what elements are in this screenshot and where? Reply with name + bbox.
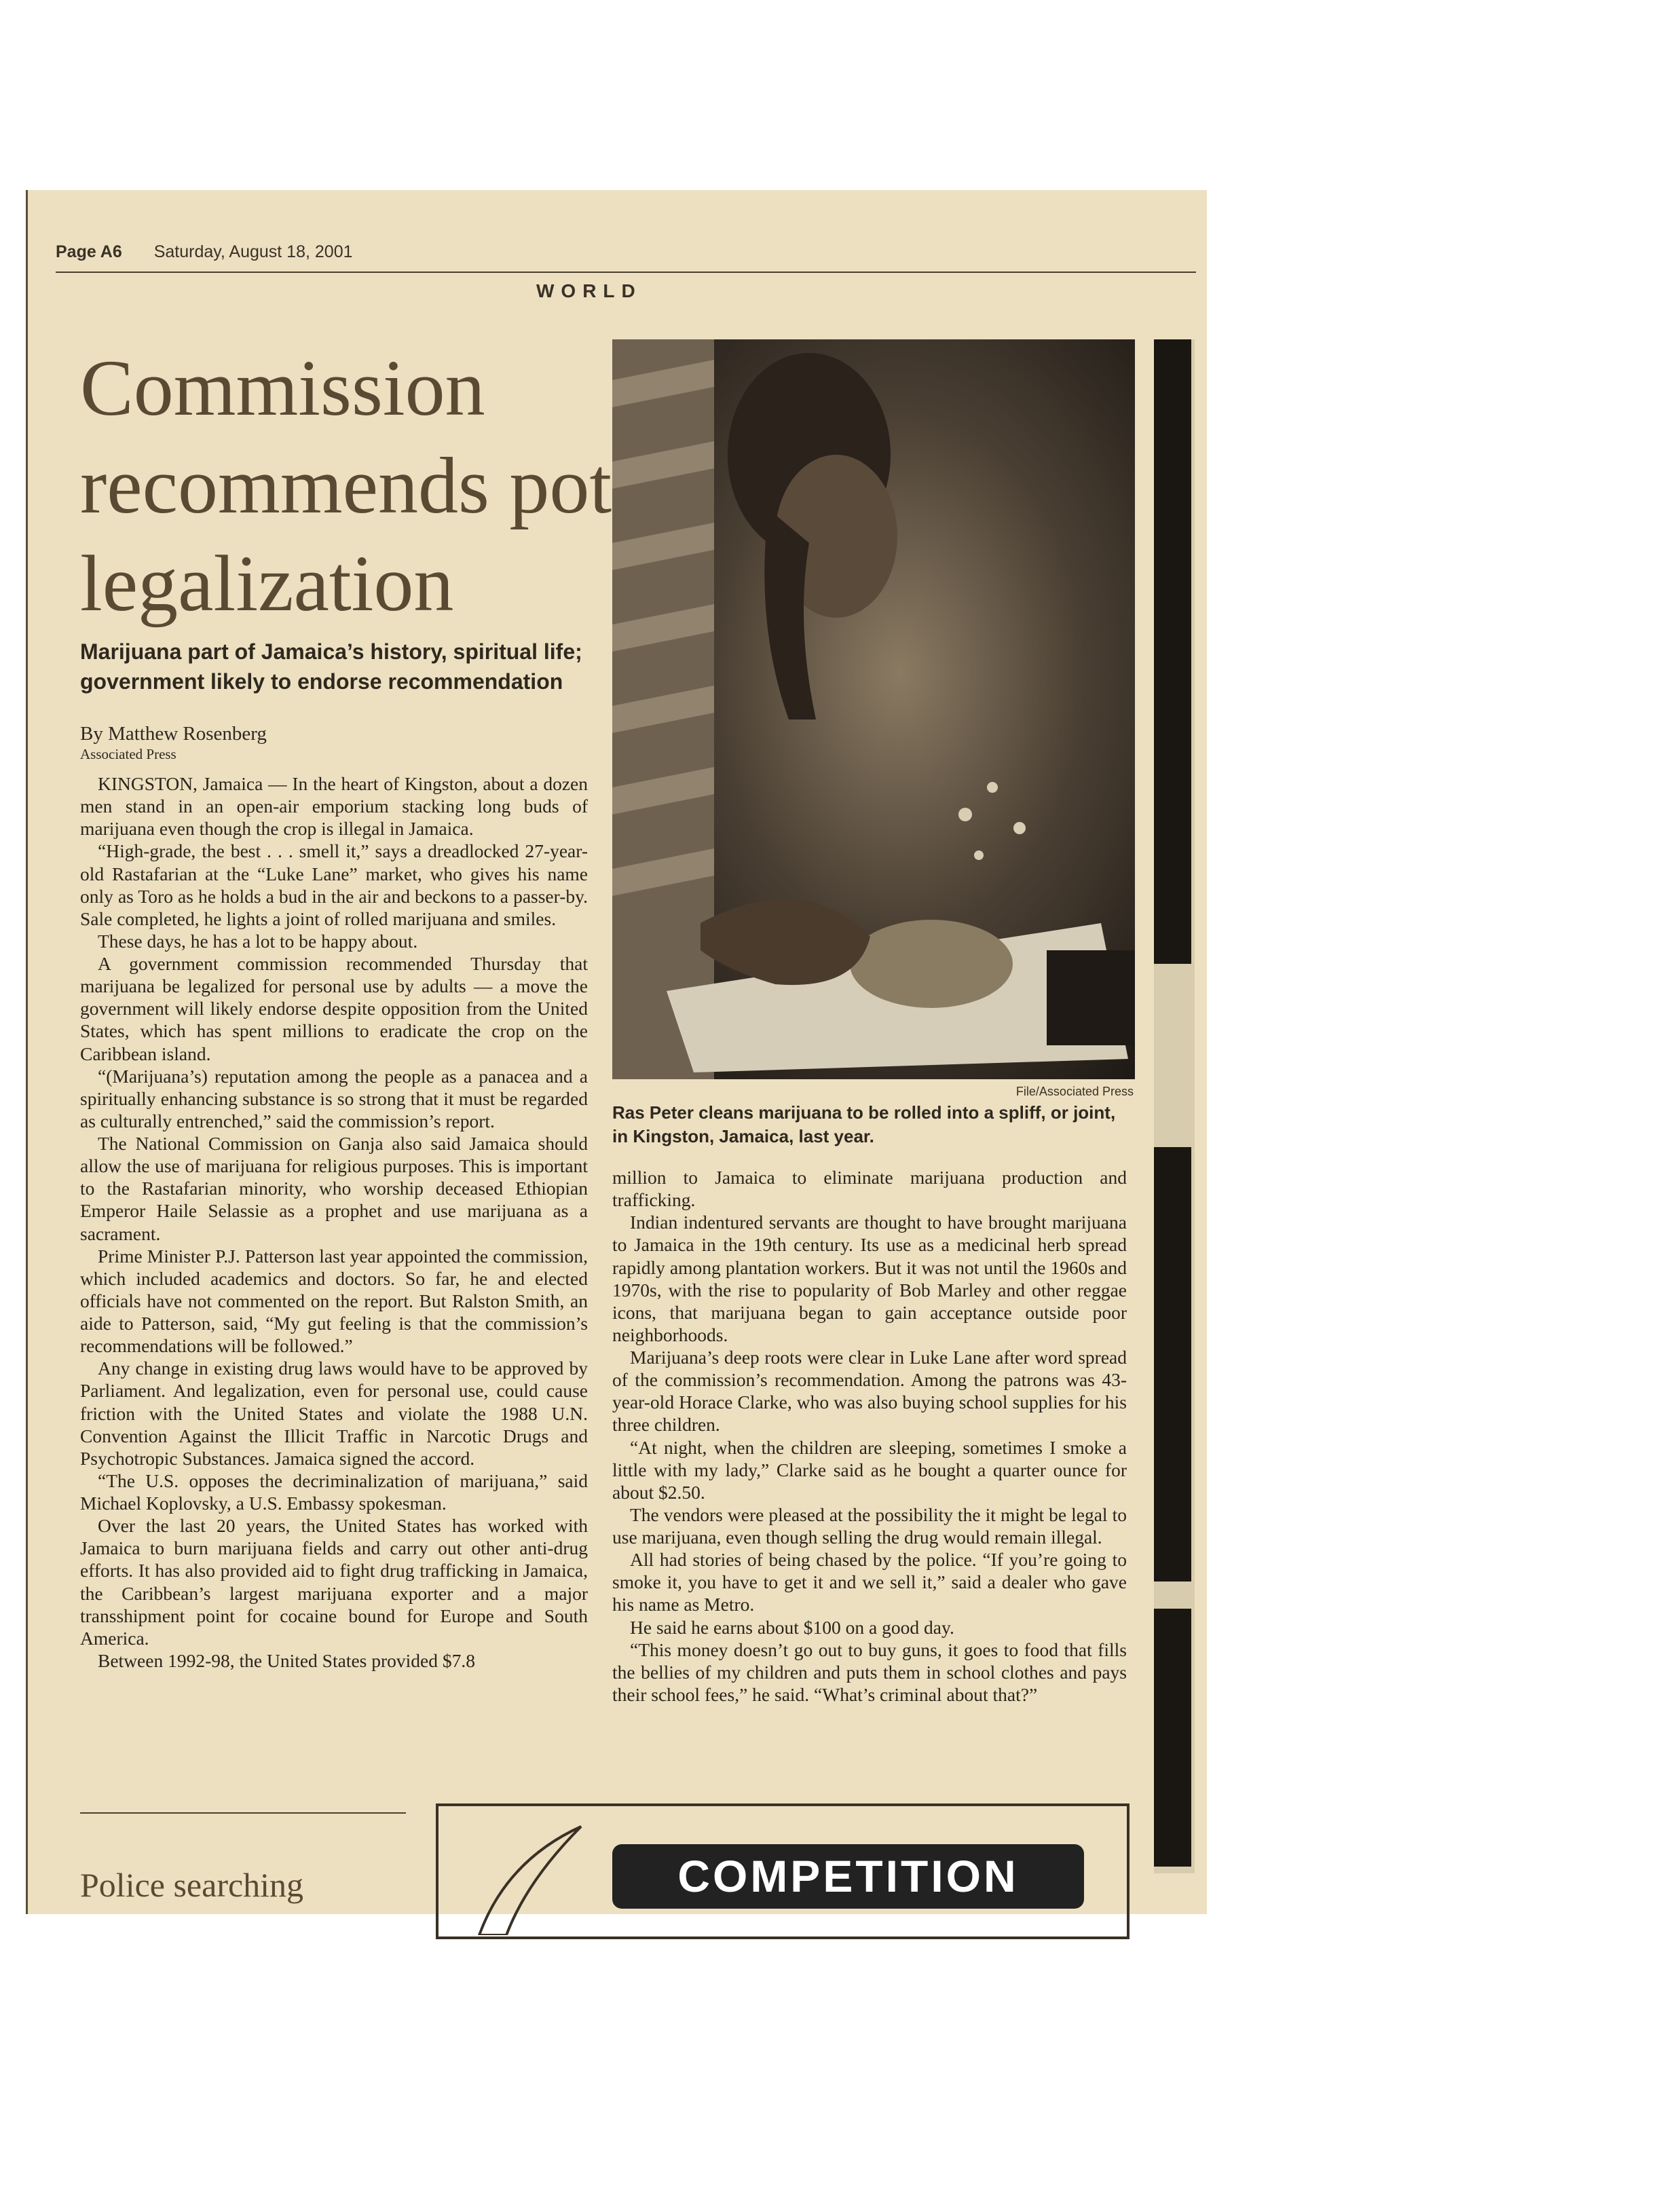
paragraph: KINGSTON, Jamaica — In the heart of Kingston, about a dozen men stand in an open-air emporium stacking long buds of marijuana even though the crop is illegal in Jamaica. <box>80 773 588 840</box>
ad-swoosh-icon <box>466 1806 601 1935</box>
byline: By Matthew Rosenberg <box>80 723 267 745</box>
article-deck: Marijuana part of Jamaica’s history, spiritual life; government likely to endorse recommendation <box>80 639 582 694</box>
next-article-headline: Police searching <box>80 1866 304 1904</box>
paragraph: A government commission recommended Thursday that marijuana be legalized for personal use by adults — a move the government will likely endorse despite opposition from the United States, which has spent millions to eradicate the crop on the Caribbean island. <box>80 953 588 1064</box>
paragraph: Between 1992-98, the United States provided $7.8 <box>98 1649 476 1671</box>
clipping-torn-edge <box>1147 1914 1208 1921</box>
photo-illustration <box>612 339 1135 1079</box>
clipping-edge-line <box>26 190 28 1914</box>
paragraph: These days, he has a lot to be happy about. <box>98 930 418 952</box>
header-rule <box>56 272 1196 273</box>
paragraph: The vendors were pleased at the possibility the it might be legal to use marijuana, even though selling the drug would remain illegal. <box>612 1503 1127 1548</box>
page-number: Page A6 <box>56 242 122 261</box>
article-headline: Commission recommends pot legalization <box>80 343 612 628</box>
adjacent-ad-block-bottom <box>1154 1609 1191 1867</box>
paragraph: “At night, when the children are sleeping, sometimes I smoke a little with my lady,” Clarke said as he bought a quarter ounce for about $2.50. <box>612 1436 1127 1503</box>
paragraph: “High-grade, the best . . . smell it,” says a dreadlocked 27-year-old Rastafarian at the “Luke Lane” market, who gives his name only as Toro as he holds a bud in the air and beckons to a passer-by. Sale completed, he lights a joint of rolled marijuana and smiles. <box>80 840 588 929</box>
byline-agency: Associated Press <box>80 746 176 762</box>
adjacent-ad-block-top <box>1154 339 1191 964</box>
article-column-1 <box>80 772 588 1672</box>
article-column-2 <box>612 1166 1127 1706</box>
paragraph: Prime Minister P.J. Patterson last year appointed the commission, which included academics and doctors. So far, he and elected officials have not commented on the report. But Ralston Smith, an aide to Patterson, said, “My gut feeling is that the commission’s recommendations will be followed.” <box>80 1245 588 1357</box>
folio-line <box>56 242 353 262</box>
paragraph: All had stories of being chased by the police. “If you’re going to smoke it, you have to get it and we sell it,” said a dealer who gave his name as Metro. <box>612 1549 1127 1615</box>
issue-date: Saturday, August 18, 2001 <box>153 242 353 261</box>
ad-banner: COMPETITION <box>612 1844 1084 1909</box>
paragraph: “(Marijuana’s) reputation among the people as a panacea and a spiritually enhancing substance is so strong that it must be regarded as culturally entrenched,” said the commission’s report. <box>80 1065 588 1131</box>
paragraph: Indian indentured servants are thought to have brought marijuana to Jamaica in the 19th century. Its use as a medicinal herb spread rapidly among plantation workers. But it was not until the 1960s and 1970s, with the rise to popularity of Bob Marley and other reggae icons, that marijuana began to gain acceptance outside poor neighborhoods. <box>612 1212 1127 1345</box>
paragraph: “The U.S. opposes the decriminalization of marijuana,” said Michael Koplovsky, a U.S. Embassy spokesman. <box>80 1470 588 1514</box>
paragraph: He said he earns about $100 on a good day. <box>630 1616 954 1638</box>
paragraph: Marijuana’s deep roots were clear in Luke Lane after word spread of the commission’s recommendation. Among the patrons was 43-year-old Horace Clarke, who was also buying school supplies for his three children. <box>612 1347 1127 1436</box>
photo-credit: File/Associated Press <box>1015 1085 1134 1098</box>
paragraph: The National Commission on Ganja also said Jamaica should allow the use of marijuana for religious purposes. This is important to the Rastafarian minority, who worship deceased Ethiopian Emperor Haile Selassie as a prophet and use marijuana as a sacrament. <box>80 1133 588 1244</box>
paragraph: Any change in existing drug laws would have to be approved by Parliament. And legalization, even for personal use, could cause friction with the United States and violate the 1988 U.N. Convention Against the Illicit Traffic in Narcotic Drugs and Psychotropic Substances. Jamaica signed the accord. <box>80 1358 588 1469</box>
section-label: WORLD <box>536 280 642 301</box>
adjacent-ad-block-middle <box>1154 1147 1191 1582</box>
paragraph: “This money doesn’t go out to buy guns, it goes to food that fills the bellies of my children and puts them in school clothes and pays their school fees,” he said. “What’s criminal about that?” <box>612 1639 1127 1705</box>
photo-caption: Ras Peter cleans marijuana to be rolled into a spliff, or joint, in Kingston, Jamaica, last year. <box>612 1102 1116 1147</box>
next-article-rule <box>80 1812 406 1814</box>
paragraph: million to Jamaica to eliminate marijuana production and trafficking. <box>612 1167 1127 1211</box>
article-photo <box>612 339 1135 1079</box>
paragraph: Over the last 20 years, the United States has worked with Jamaica to burn marijuana fields and carry out other anti-drug efforts. It has also provided aid to fight drug trafficking in Jamaica, the Caribbean’s largest marijuana exporter and a major transshipment point for cocaine bound for Europe and South America. <box>80 1515 588 1649</box>
